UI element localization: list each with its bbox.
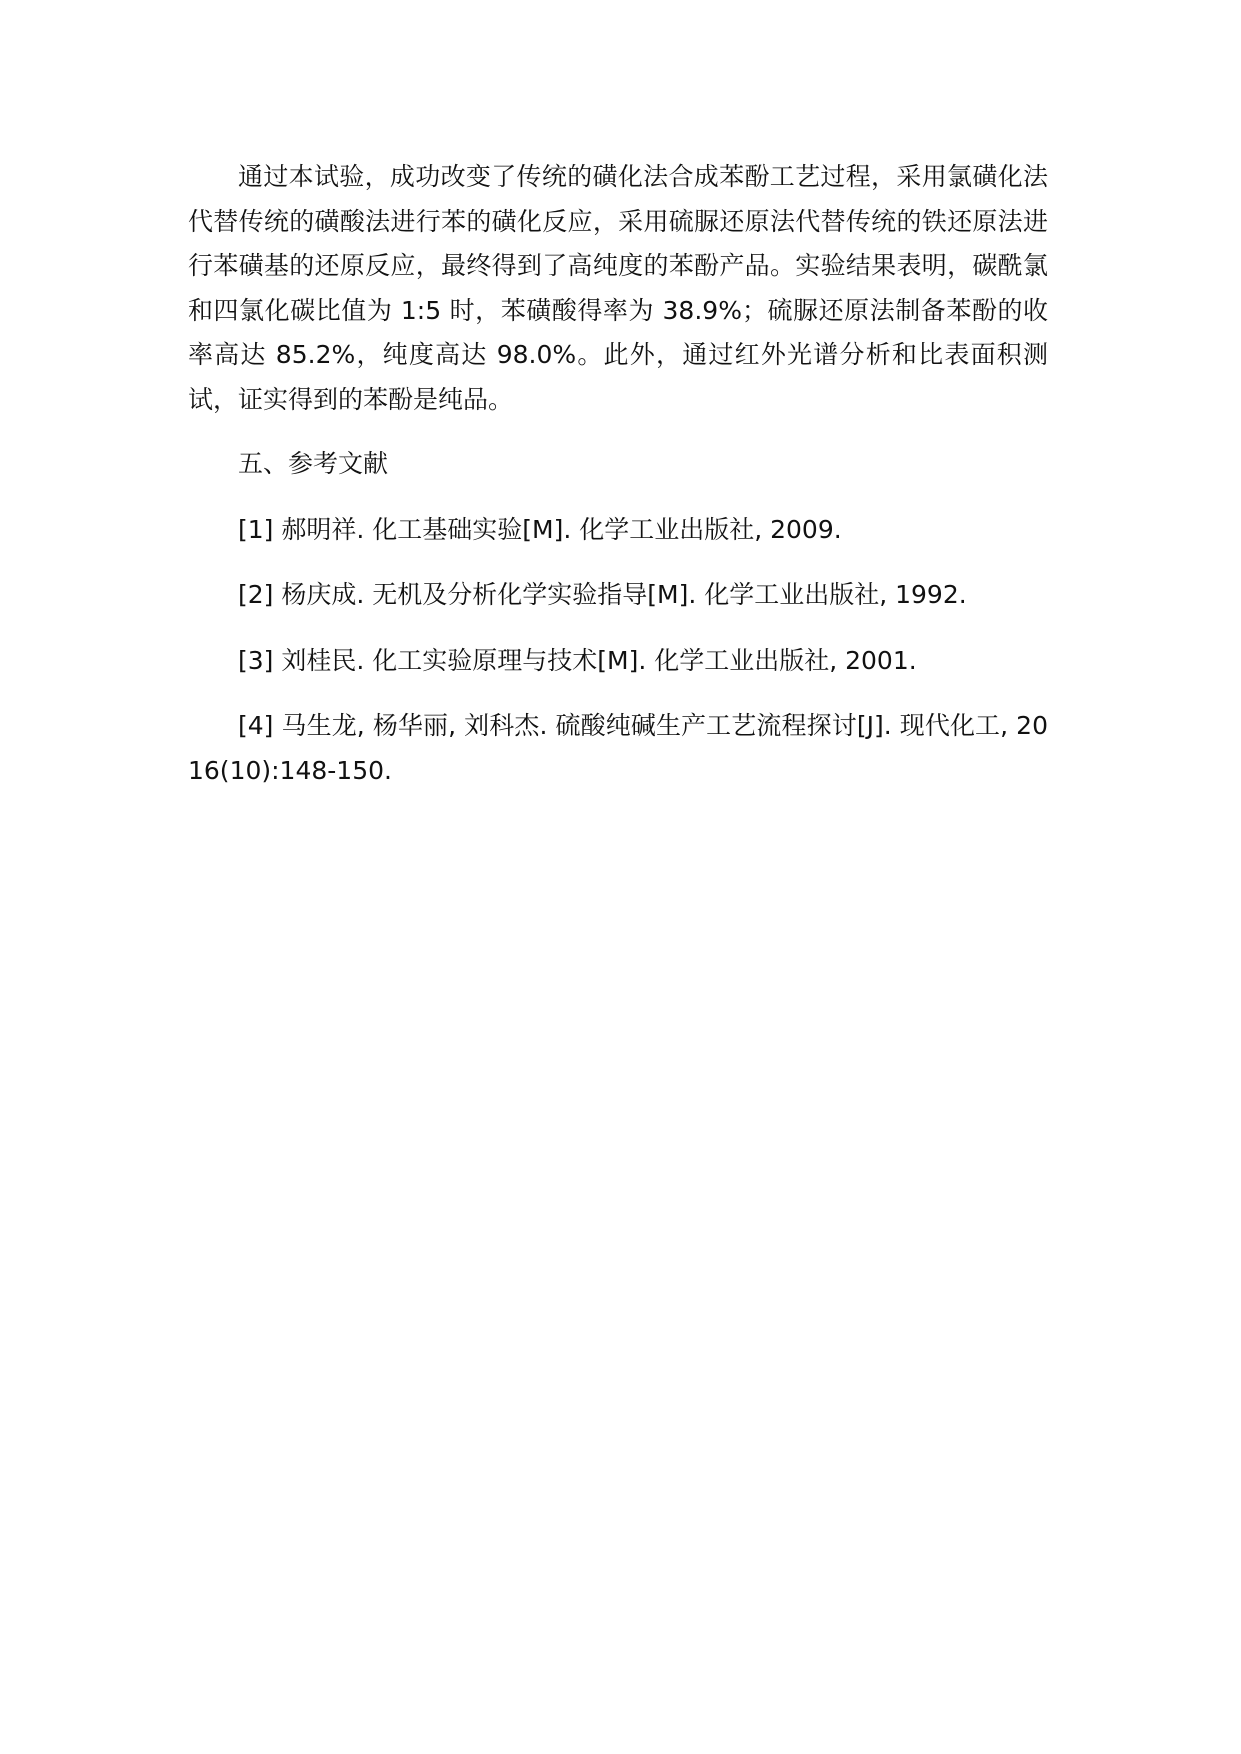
references-heading: 五、参考文献	[238, 449, 389, 478]
reference-item-3: [3] 刘桂民. 化工实验原理与技术[M]. 化学工业出版社, 2001.	[238, 645, 917, 675]
conclusion-paragraph: 通过本试验，成功改变了传统的磺化法合成苯酚工艺过程，采用氯磺化法代替传统的磺酸法进行苯的磺化反应，采用硫脲还原法代替传统的铁还原法进行苯磺基的还原反应，最终得到了高纯度的苯酚产品。实验结果表明，碳酰氯和四氯化碳比值为 1:5 时，苯磺酸得率为 38.9%；硫脲还原法制备苯酚的收率高达 85.2%，纯度高达 98.0%。此外，通过红外光谱分析和比表面积测试，证实得到的苯酚是纯品。	[188, 162, 1048, 414]
reference-item-2: [2] 杨庆成. 无机及分析化学实验指导[M]. 化学工业出版社, 1992.	[238, 580, 967, 609]
reference-item-1: [1] 郝明祥. 化工基础实验[M]. 化学工业出版社, 2009.	[238, 514, 842, 544]
reference-item-4: [4] 马生龙, 杨华丽, 刘科杰. 硫酸纯碱生产工艺流程探讨[J]. 现代化工, 2016(10):148-150.	[188, 711, 1048, 785]
document-body	[188, 155, 1048, 814]
